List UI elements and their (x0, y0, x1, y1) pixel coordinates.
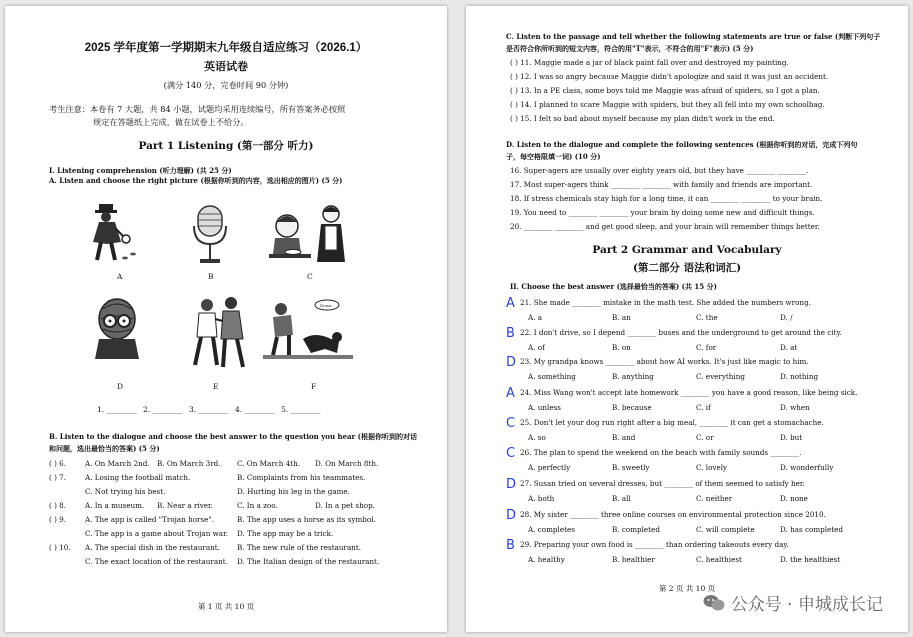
section-b-line-2: 和问题，选出最恰当的答案) (5 分) (49, 444, 160, 453)
option: C. Not trying his best. (85, 487, 166, 496)
question-num: ( ) 6. (49, 459, 67, 468)
mc-option: A. so (528, 433, 546, 442)
mc-option: C. healthiest (696, 555, 742, 564)
mc-option: C. lovely (696, 463, 728, 472)
mc-option: A. completes (528, 525, 575, 534)
mc-stem: 23. My grandpa knows ________ about how AI works. It's just like magic to him. (520, 357, 809, 366)
mc-option: C. for (696, 343, 717, 352)
section-a-heading: A. Listen and choose the right picture (根据你听到的内容，选出相应的图片) (5 分) (49, 176, 343, 185)
mc-option: B. on (612, 343, 631, 352)
option: B. On March 3rd. (157, 459, 221, 468)
mc-stem: 27. Susan tried on several dresses, but ________ of them seemed to satisfy her. (520, 479, 805, 488)
mc-option: B. sweetly (612, 463, 650, 472)
mc-option: B. an (612, 313, 631, 322)
mc-option: C. or (696, 433, 714, 442)
handwritten-answer-23: D (506, 355, 517, 370)
section-c-line-1: C. Listen to the passage and tell whether the following statements are true or false (判断下列句子 (506, 32, 881, 41)
page-2 (466, 6, 908, 632)
section-d-line-1: D. Listen to the dialogue and complete the following sentences (根据你听到的对话，完成下列句 (506, 140, 858, 149)
option: D. Hurting his leg in the game. (237, 487, 350, 496)
option: D. On March 8th. (315, 459, 379, 468)
mc-option: B. and (612, 433, 636, 442)
score-time: (满分 140 分，完卷时间 90 分钟) (163, 80, 289, 90)
option: B. The app uses a horse as its symbol. (237, 515, 376, 524)
fill-item: 18. If stress chemicals stay high for a long time, it can ________ ________ to your brain. (510, 194, 823, 203)
watermark-text: 公众号 · 申城成长记 (730, 595, 883, 615)
picture-b-microphone-icon (190, 204, 230, 266)
option: A. The special dish in the restaurant. (85, 543, 220, 552)
option: A. Losing the football match. (85, 473, 191, 482)
option: C. The exact location of the restaurant. (85, 557, 228, 566)
picture-d-label: D (117, 382, 124, 391)
mc-option: D. wonderfully (780, 463, 834, 472)
option: D. In a pet shop. (315, 501, 375, 510)
answer-blank-5[interactable]: 5. ________ (281, 405, 321, 414)
mc-option: A. healthy (528, 555, 565, 564)
mc-option: D. has completed (780, 525, 844, 534)
picture-c-label: C (307, 272, 313, 281)
question-num: ( ) 8. (49, 501, 67, 510)
tf-item: ( ) 11. Maggie made a jar of black paint fall over and destroyed my painting. (510, 58, 789, 67)
mc-option: A. both (528, 494, 555, 503)
tf-item: ( ) 13. In a PE class, some boys told me Maggie was afraid of spiders, so I got a plan. (510, 86, 820, 95)
option: D. The Italian design of the restaurant. (237, 557, 380, 566)
picture-f-label: F (311, 382, 317, 391)
mc-option: D. when (780, 403, 810, 412)
page-footer: 第 1 页 共 10 页 (197, 602, 255, 611)
option: A. The app is called "Trojan horse". (85, 515, 215, 524)
picture-c-restaurant-icon (267, 202, 349, 266)
picture-f-man-dog-icon (263, 295, 353, 361)
mc-option: D. at (780, 343, 798, 352)
option: A. On March 2nd. (85, 459, 150, 468)
answer-blank-3[interactable]: 3. ________ (189, 405, 229, 414)
handwritten-answer-24: A (506, 386, 515, 401)
handwritten-answer-28: D (506, 508, 517, 523)
mc-option: C. if (696, 403, 711, 412)
mc-option: A. perfectly (528, 463, 571, 472)
mc-stem: 22. I don't drive, so I depend ________ buses and the underground to get around the city. (520, 328, 842, 337)
handwritten-answer-27: D (506, 477, 517, 492)
mc-stem: 21. She made ________ mistake in the math test. She added the numbers wrong. (520, 298, 811, 307)
fill-item: 17. Most super-agers think ________ ________ with family and friends are important. (510, 180, 813, 189)
mc-stem: 28. My sister ________ three online courses on environmental protection since 2010. (520, 510, 826, 519)
handwritten-answer-21: A (506, 296, 515, 311)
notice-line-1: 考生注意：本卷有 7 大题，共 84 小题，试题均采用连续编号，所有答案务必按照 (49, 104, 346, 114)
mc-option: A. a (528, 313, 543, 322)
part2-heading: Part 2 Grammar and Vocabulary (592, 244, 782, 256)
picture-a-label: A (117, 272, 123, 281)
handwritten-answer-22: B (506, 326, 515, 341)
mc-option: B. healthier (612, 555, 655, 564)
mc-option: C. everything (696, 372, 745, 381)
mc-option: D. but (780, 433, 803, 442)
page-1 (5, 6, 447, 632)
part2-heading-cn: (第二部分 语法和词汇) (632, 262, 742, 274)
mc-option: A. something (528, 372, 576, 381)
picture-e-label: E (213, 382, 219, 391)
mc-stem: 29. Preparing your own food is ________ than ordering takeouts every day. (520, 540, 789, 549)
option: B. Complaints from his teammates. (237, 473, 366, 482)
exam-title: 2025 学年度第一学期期末九年级自适应练习（2026.1） (84, 42, 368, 54)
option: C. In a zoo. (237, 501, 278, 510)
svg-text:Down: Down (320, 303, 332, 308)
section-2-heading: II. Choose the best answer (选择最恰当的答案) (共 15 分) (510, 282, 717, 291)
tf-item: ( ) 14. I planned to scare Maggie with spiders, but they all fell into my own schoolbag. (510, 100, 825, 109)
mc-option: D. the healthiest (780, 555, 841, 564)
option: C. On March 4th. (237, 459, 301, 468)
picture-e-two-boys-icon (187, 295, 251, 369)
exam-subtitle: 英语试卷 (204, 61, 248, 73)
answer-blank-1[interactable]: 1. ________ (97, 405, 137, 414)
option: C. The app is a game about Trojan war. (85, 529, 228, 538)
answer-blank-4[interactable]: 4. ________ (235, 405, 275, 414)
section-d-line-2: 子，每空格限填一词) (10 分) (506, 152, 601, 161)
notice-line-2: 规定在答题纸上完成，做在试卷上不给分。 (93, 117, 249, 127)
section-b-line-1: B. Listen to the dialogue and choose the best answer to the question you hear (根据你听到的对话 (49, 432, 417, 441)
mc-stem: 25. Don't let your dog run right after a big meal, ________ it can get a stomachache. (520, 418, 824, 427)
handwritten-answer-25: C (506, 416, 516, 431)
part1-heading: Part 1 Listening (第一部分 听力) (138, 140, 314, 152)
picture-a-detective-icon (77, 202, 139, 264)
mc-option: B. completed (612, 525, 660, 534)
question-num: ( ) 9. (49, 515, 67, 524)
fill-item: 19. You need to ________ ________ your brain by doing some new and difficult things. (510, 208, 815, 217)
mc-option: C. neither (696, 494, 733, 503)
section-1-heading: I. Listening comprehension (听力理解) (共 25 分) (49, 166, 232, 175)
mc-option: A. of (528, 343, 545, 352)
mc-option: B. anything (612, 372, 654, 381)
section-c-line-2: 是否符合你所听到的短文内容，符合的用"T"表示，不符合的用"F"表示) (5 分) (506, 44, 754, 53)
tf-item: ( ) 15. I felt so bad about myself because my plan didn't work in the end. (510, 114, 775, 123)
picture-d-mask-icon (93, 295, 141, 361)
option: A. In a museum. (85, 501, 145, 510)
fill-item: 16. Super-agers are usually over eighty years old, but they have ________ ________. (510, 166, 809, 175)
mc-option: B. all (612, 494, 631, 503)
handwritten-answer-26: C (506, 446, 516, 461)
page-footer: 第 2 页 共 10 页 (658, 584, 716, 593)
mc-option: C. the (696, 313, 718, 322)
question-num: ( ) 7. (49, 473, 67, 482)
mc-option: D. nothing (780, 372, 819, 381)
mc-stem: 26. The plan to spend the weekend on the beach with family sounds ________. (520, 448, 802, 457)
mc-option: D. / (780, 313, 793, 322)
option: B. Near a river. (157, 501, 213, 510)
question-num: ( ) 10. (49, 543, 71, 552)
picture-b-label: B (208, 272, 214, 281)
mc-stem: 24. Miss Wang won't accept late homework ________ you have a good reason, like being sick. (520, 388, 858, 397)
answer-blank-2[interactable]: 2. ________ (143, 405, 183, 414)
watermark (703, 590, 883, 615)
fill-item: 20. ________ ________ and get good sleep, and your brain will remember things better. (510, 222, 820, 231)
option: D. The app may be a trick. (237, 529, 334, 538)
mc-option: C. will complete (696, 525, 755, 534)
wechat-icon (703, 594, 725, 612)
option: B. The new rule of the restaurant. (237, 543, 362, 552)
mc-option: D. none (780, 494, 808, 503)
mc-option: A. unless (528, 403, 561, 412)
tf-item: ( ) 12. I was so angry because Maggie didn't apologize and said it was just an accident. (510, 72, 829, 81)
handwritten-answer-29: B (506, 538, 515, 553)
mc-option: B. because (612, 403, 652, 412)
